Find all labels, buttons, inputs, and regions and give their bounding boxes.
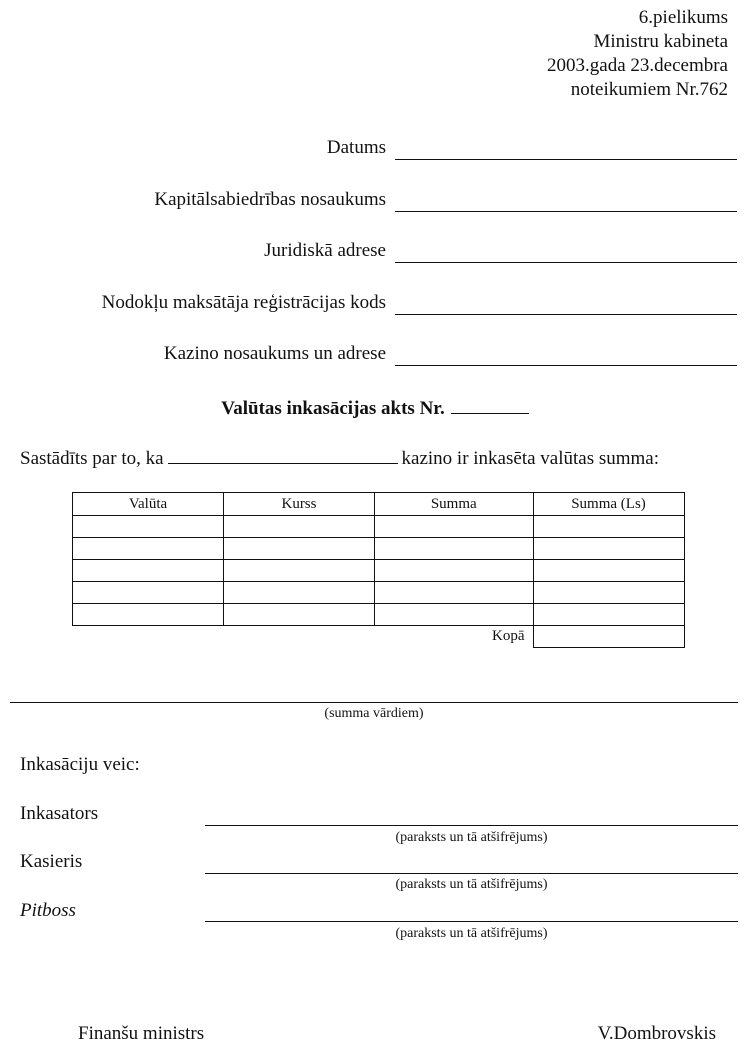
table-cell[interactable] xyxy=(224,582,375,604)
pitboss-label: Pitboss xyxy=(20,900,76,921)
date-field[interactable] xyxy=(395,159,737,160)
total-label: Kopā xyxy=(492,628,525,645)
pitboss-signature-field[interactable] xyxy=(205,921,738,922)
document-title xyxy=(0,395,750,420)
table-row xyxy=(73,604,685,626)
header-currency: Valūta xyxy=(73,493,224,516)
statement-sentence xyxy=(20,445,659,470)
table-cell[interactable] xyxy=(73,516,224,538)
date-label: Datums xyxy=(326,137,386,158)
statement-after: kazino ir inkasēta valūtas summa: xyxy=(401,448,660,469)
table-cell[interactable] xyxy=(375,604,534,626)
company-name-field[interactable] xyxy=(395,211,737,212)
annex-regulation: noteikumiem Nr.762 xyxy=(570,79,728,100)
document-title-text: Valūtas inkasācijas akts Nr. xyxy=(221,398,445,419)
annex-issuer: Ministru kabineta xyxy=(593,31,728,52)
company-name-label: Kapitālsabiedrības nosaukums xyxy=(154,189,386,210)
collector-signature-field[interactable] xyxy=(205,825,738,826)
header-amount: Summa xyxy=(375,493,534,516)
annex-date: 2003.gada 23.decembra xyxy=(547,55,728,76)
tax-code-label: Nodokļu maksātāja reģistrācijas kods xyxy=(101,292,386,313)
table-cell[interactable] xyxy=(73,560,224,582)
collector-label: Inkasators xyxy=(20,803,99,824)
table-cell[interactable] xyxy=(375,516,534,538)
casino-name-label: Kazino nosaukums un adrese xyxy=(163,343,386,364)
minister-position: Finanšu ministrs xyxy=(78,1023,205,1044)
table-row xyxy=(73,538,685,560)
table-header-row xyxy=(73,493,685,516)
table-cell[interactable] xyxy=(224,560,375,582)
total-spacer xyxy=(224,626,375,648)
table-cell[interactable] xyxy=(533,560,684,582)
table-cell[interactable] xyxy=(375,582,534,604)
tax-code-field[interactable] xyxy=(395,314,737,315)
act-number-field[interactable] xyxy=(451,395,529,414)
total-value-cell[interactable] xyxy=(533,626,684,648)
cashier-signature-field[interactable] xyxy=(205,873,738,874)
table-row xyxy=(73,560,685,582)
collection-heading: Inkasāciju veic: xyxy=(20,754,140,775)
table-cell[interactable] xyxy=(224,516,375,538)
pitboss-signature-caption: (paraksts un tā atšifrējums) xyxy=(395,926,548,941)
table-cell[interactable] xyxy=(533,538,684,560)
table-cell[interactable] xyxy=(73,582,224,604)
table-cell[interactable] xyxy=(224,604,375,626)
table-cell[interactable] xyxy=(375,560,534,582)
table-row xyxy=(73,516,685,538)
minister-name: V.Dombrovskis xyxy=(597,1023,716,1044)
statement-before: Sastādīts par to, ka xyxy=(20,448,164,469)
table-cell[interactable] xyxy=(533,516,684,538)
amount-words-caption: (summa vārdiem) xyxy=(324,706,424,721)
table-cell[interactable] xyxy=(533,604,684,626)
casino-field[interactable] xyxy=(168,445,398,464)
cashier-label: Kasieris xyxy=(20,851,83,872)
table-cell[interactable] xyxy=(73,604,224,626)
table-cell[interactable] xyxy=(224,538,375,560)
table-cell[interactable] xyxy=(375,538,534,560)
total-spacer xyxy=(73,626,224,648)
table-row xyxy=(73,582,685,604)
amount-words-field[interactable] xyxy=(10,702,738,703)
casino-name-field[interactable] xyxy=(395,365,737,366)
annex-reference xyxy=(547,6,728,102)
currency-table xyxy=(72,492,685,648)
table-cell[interactable] xyxy=(533,582,684,604)
cashier-signature-caption: (paraksts un tā atšifrējums) xyxy=(395,877,548,892)
collector-signature-caption: (paraksts un tā atšifrējums) xyxy=(395,830,548,845)
header-rate: Kurss xyxy=(224,493,375,516)
header-amount-ls: Summa (Ls) xyxy=(533,493,684,516)
annex-number: 6.pielikums xyxy=(638,7,728,28)
total-row xyxy=(73,626,685,648)
legal-address-field[interactable] xyxy=(395,262,737,263)
legal-address-label: Juridiskā adrese xyxy=(264,240,386,261)
table-cell[interactable] xyxy=(73,538,224,560)
